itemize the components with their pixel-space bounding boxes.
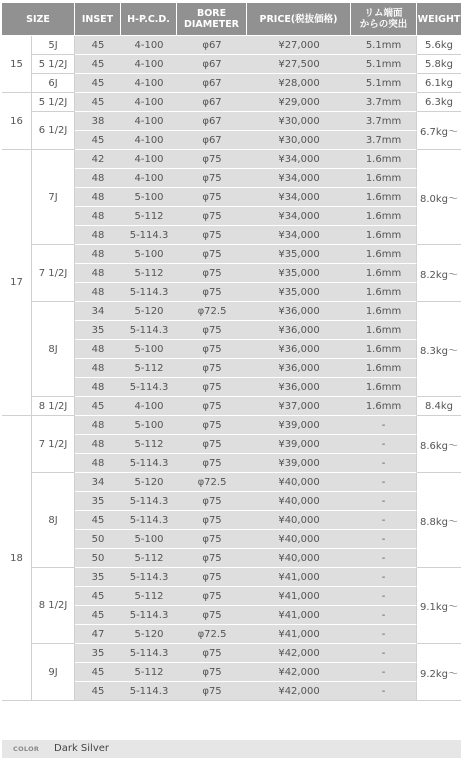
size-diameter-cell: 17	[2, 150, 32, 416]
bore-cell: φ75	[177, 454, 247, 473]
size-width-cell: 5 1/2J	[32, 93, 75, 112]
bore-cell: φ75	[177, 378, 247, 397]
pcd-cell: 5-114.3	[121, 644, 177, 663]
pcd-cell: 5-112	[121, 663, 177, 682]
rim-protrusion-cell: -	[351, 587, 417, 606]
bore-cell: φ75	[177, 549, 247, 568]
price-cell: ¥40,000	[247, 473, 351, 492]
size-width-cell: 8 1/2J	[32, 568, 75, 644]
inset-cell: 48	[75, 226, 121, 245]
price-cell: ¥27,000	[247, 36, 351, 55]
weight-cell: 8.2kg～	[417, 245, 461, 302]
pcd-cell: 5-100	[121, 245, 177, 264]
pcd-cell: 4-100	[121, 169, 177, 188]
pcd-cell: 5-120	[121, 625, 177, 644]
inset-cell: 45	[75, 606, 121, 625]
size-width-cell: 8 1/2J	[32, 397, 75, 416]
bore-cell: φ75	[177, 416, 247, 435]
size-width-cell: 5 1/2J	[32, 55, 75, 74]
size-diameter-cell: 16	[2, 93, 32, 150]
inset-cell: 47	[75, 625, 121, 644]
bore-cell: φ75	[177, 492, 247, 511]
bore-cell: φ72.5	[177, 625, 247, 644]
rim-protrusion-cell: -	[351, 549, 417, 568]
price-cell: ¥40,000	[247, 511, 351, 530]
weight-cell: 6.3kg	[417, 93, 461, 112]
pcd-cell: 4-100	[121, 55, 177, 74]
pcd-cell: 4-100	[121, 36, 177, 55]
price-cell: ¥41,000	[247, 625, 351, 644]
price-cell: ¥40,000	[247, 530, 351, 549]
inset-cell: 45	[75, 682, 121, 701]
bore-cell: φ75	[177, 397, 247, 416]
pcd-cell: 5-114.3	[121, 511, 177, 530]
pcd-cell: 5-100	[121, 188, 177, 207]
pcd-cell: 5-114.3	[121, 321, 177, 340]
inset-cell: 48	[75, 245, 121, 264]
rim-protrusion-cell: -	[351, 492, 417, 511]
bore-cell: φ75	[177, 340, 247, 359]
rim-protrusion-cell: -	[351, 511, 417, 530]
inset-cell: 48	[75, 188, 121, 207]
size-width-cell: 9J	[32, 644, 75, 701]
pcd-cell: 5-100	[121, 530, 177, 549]
bore-cell: φ75	[177, 530, 247, 549]
pcd-cell: 4-100	[121, 150, 177, 169]
rim-protrusion-cell: 1.6mm	[351, 378, 417, 397]
inset-cell: 45	[75, 131, 121, 150]
bore-cell: φ75	[177, 511, 247, 530]
bore-cell: φ67	[177, 112, 247, 131]
weight-cell: 6.7kg～	[417, 112, 461, 150]
rim-protrusion-cell: 1.6mm	[351, 207, 417, 226]
inset-cell: 50	[75, 549, 121, 568]
table-row	[2, 55, 461, 74]
table-row	[2, 36, 461, 55]
price-cell: ¥39,000	[247, 435, 351, 454]
inset-cell: 34	[75, 302, 121, 321]
price-cell: ¥29,000	[247, 93, 351, 112]
rim-protrusion-cell: 1.6mm	[351, 245, 417, 264]
price-cell: ¥35,000	[247, 264, 351, 283]
inset-cell: 48	[75, 378, 121, 397]
pcd-cell: 5-100	[121, 416, 177, 435]
table-row	[2, 245, 461, 264]
size-diameter-cell: 18	[2, 416, 32, 701]
price-cell: ¥36,000	[247, 359, 351, 378]
rim-protrusion-cell: -	[351, 644, 417, 663]
price-cell: ¥34,000	[247, 207, 351, 226]
size-width-cell: 8J	[32, 302, 75, 397]
header-weight: WEIGHT	[417, 3, 461, 36]
size-width-cell: 6 1/2J	[32, 112, 75, 150]
inset-cell: 34	[75, 473, 121, 492]
price-cell: ¥42,000	[247, 682, 351, 701]
price-cell: ¥41,000	[247, 568, 351, 587]
size-width-cell: 7 1/2J	[32, 416, 75, 473]
price-cell: ¥42,000	[247, 663, 351, 682]
price-cell: ¥34,000	[247, 150, 351, 169]
rim-protrusion-cell: 1.6mm	[351, 283, 417, 302]
table-row	[2, 302, 461, 321]
bore-cell: φ67	[177, 36, 247, 55]
size-width-cell: 7 1/2J	[32, 245, 75, 302]
size-width-cell: 7J	[32, 150, 75, 245]
price-cell: ¥36,000	[247, 321, 351, 340]
pcd-cell: 5-112	[121, 587, 177, 606]
rim-protrusion-cell: 3.7mm	[351, 112, 417, 131]
size-diameter-cell: 15	[2, 36, 32, 93]
rim-protrusion-cell: 1.6mm	[351, 397, 417, 416]
wheel-spec-table	[2, 3, 461, 701]
color-label: COLOR	[13, 745, 40, 753]
price-cell: ¥34,000	[247, 226, 351, 245]
inset-cell: 48	[75, 264, 121, 283]
rim-protrusion-cell: 1.6mm	[351, 359, 417, 378]
price-cell: ¥36,000	[247, 302, 351, 321]
bore-cell: φ75	[177, 207, 247, 226]
bore-cell: φ75	[177, 435, 247, 454]
pcd-cell: 4-100	[121, 74, 177, 93]
rim-protrusion-cell: -	[351, 625, 417, 644]
price-cell: ¥35,000	[247, 245, 351, 264]
pcd-cell: 5-112	[121, 549, 177, 568]
bore-cell: φ75	[177, 283, 247, 302]
weight-cell: 8.8kg～	[417, 473, 461, 568]
header-size: SIZE	[2, 3, 75, 36]
bore-cell: φ75	[177, 359, 247, 378]
bore-cell: φ75	[177, 264, 247, 283]
inset-cell: 48	[75, 416, 121, 435]
price-cell: ¥40,000	[247, 492, 351, 511]
table-header-row	[2, 3, 461, 36]
price-cell: ¥35,000	[247, 283, 351, 302]
rim-protrusion-cell: 1.6mm	[351, 150, 417, 169]
bore-cell: φ72.5	[177, 302, 247, 321]
table-body	[2, 36, 461, 701]
table-row	[2, 644, 461, 663]
inset-cell: 38	[75, 112, 121, 131]
bore-cell: φ67	[177, 93, 247, 112]
rim-protrusion-cell: -	[351, 454, 417, 473]
header-rim-protrusion	[351, 3, 417, 36]
bore-cell: φ75	[177, 226, 247, 245]
table-row	[2, 74, 461, 93]
color-value: Dark Silver	[54, 743, 109, 754]
price-cell: ¥34,000	[247, 188, 351, 207]
price-cell: ¥40,000	[247, 549, 351, 568]
weight-cell: 5.8kg	[417, 55, 461, 74]
price-cell: ¥39,000	[247, 416, 351, 435]
rim-protrusion-cell: -	[351, 682, 417, 701]
table-row	[2, 568, 461, 587]
rim-protrusion-cell: 1.6mm	[351, 340, 417, 359]
header-rim-line2: からの突出	[359, 19, 408, 30]
bore-cell: φ75	[177, 568, 247, 587]
bore-cell: φ75	[177, 150, 247, 169]
price-cell: ¥36,000	[247, 378, 351, 397]
rim-protrusion-cell: 1.6mm	[351, 321, 417, 340]
inset-cell: 35	[75, 492, 121, 511]
bore-cell: φ75	[177, 188, 247, 207]
pcd-cell: 5-114.3	[121, 682, 177, 701]
pcd-cell: 5-114.3	[121, 606, 177, 625]
inset-cell: 35	[75, 644, 121, 663]
table-row	[2, 416, 461, 435]
rim-protrusion-cell: -	[351, 435, 417, 454]
pcd-cell: 5-114.3	[121, 568, 177, 587]
pcd-cell: 5-120	[121, 302, 177, 321]
inset-cell: 35	[75, 321, 121, 340]
inset-cell: 45	[75, 397, 121, 416]
price-cell: ¥39,000	[247, 454, 351, 473]
table-row	[2, 397, 461, 416]
header-bore-line2: DIAMETER	[184, 19, 240, 30]
inset-cell: 50	[75, 530, 121, 549]
table-row	[2, 112, 461, 131]
inset-cell: 45	[75, 663, 121, 682]
weight-cell: 9.1kg～	[417, 568, 461, 644]
weight-cell: 8.6kg～	[417, 416, 461, 473]
header-inset: INSET	[75, 3, 121, 36]
price-cell: ¥30,000	[247, 131, 351, 150]
inset-cell: 45	[75, 55, 121, 74]
inset-cell: 35	[75, 568, 121, 587]
pcd-cell: 5-114.3	[121, 226, 177, 245]
inset-cell: 48	[75, 435, 121, 454]
pcd-cell: 4-100	[121, 131, 177, 150]
price-cell: ¥41,000	[247, 606, 351, 625]
table-row	[2, 473, 461, 492]
bore-cell: φ75	[177, 321, 247, 340]
bore-cell: φ75	[177, 587, 247, 606]
price-cell: ¥36,000	[247, 340, 351, 359]
pcd-cell: 5-114.3	[121, 454, 177, 473]
bore-cell: φ67	[177, 55, 247, 74]
pcd-cell: 5-112	[121, 264, 177, 283]
rim-protrusion-cell: 3.7mm	[351, 93, 417, 112]
pcd-cell: 5-112	[121, 435, 177, 454]
price-cell: ¥28,000	[247, 74, 351, 93]
pcd-cell: 5-114.3	[121, 378, 177, 397]
bore-cell: φ75	[177, 644, 247, 663]
bore-cell: φ75	[177, 606, 247, 625]
weight-cell: 8.0kg～	[417, 150, 461, 245]
table-row	[2, 150, 461, 169]
header-bore-line1: BORE	[196, 8, 227, 19]
pcd-cell: 4-100	[121, 93, 177, 112]
bore-cell: φ75	[177, 682, 247, 701]
color-bar	[2, 740, 461, 758]
weight-cell: 8.4kg	[417, 397, 461, 416]
header-pcd: H-P.C.D.	[121, 3, 177, 36]
header-price: PRICE(税抜価格)	[247, 3, 351, 36]
rim-protrusion-cell: 1.6mm	[351, 264, 417, 283]
inset-cell: 48	[75, 169, 121, 188]
pcd-cell: 5-114.3	[121, 283, 177, 302]
rim-protrusion-cell: 3.7mm	[351, 131, 417, 150]
inset-cell: 45	[75, 511, 121, 530]
inset-cell: 42	[75, 150, 121, 169]
header-rim-line1: リム端面	[364, 8, 403, 19]
rim-protrusion-cell: -	[351, 568, 417, 587]
pcd-cell: 5-120	[121, 473, 177, 492]
inset-cell: 48	[75, 207, 121, 226]
price-cell: ¥34,000	[247, 169, 351, 188]
bore-cell: φ75	[177, 663, 247, 682]
table-row	[2, 93, 461, 112]
bore-cell: φ75	[177, 169, 247, 188]
rim-protrusion-cell: 1.6mm	[351, 226, 417, 245]
inset-cell: 48	[75, 454, 121, 473]
price-cell: ¥27,500	[247, 55, 351, 74]
rim-protrusion-cell: -	[351, 606, 417, 625]
inset-cell: 48	[75, 340, 121, 359]
rim-protrusion-cell: -	[351, 416, 417, 435]
price-cell: ¥30,000	[247, 112, 351, 131]
inset-cell: 45	[75, 74, 121, 93]
price-cell: ¥41,000	[247, 587, 351, 606]
header-bore-diameter	[177, 3, 247, 36]
pcd-cell: 5-114.3	[121, 492, 177, 511]
inset-cell: 48	[75, 359, 121, 378]
rim-protrusion-cell: 5.1mm	[351, 55, 417, 74]
bore-cell: φ67	[177, 131, 247, 150]
pcd-cell: 4-100	[121, 397, 177, 416]
pcd-cell: 5-112	[121, 359, 177, 378]
rim-protrusion-cell: 1.6mm	[351, 302, 417, 321]
size-width-cell: 5J	[32, 36, 75, 55]
rim-protrusion-cell: 5.1mm	[351, 74, 417, 93]
weight-cell: 6.1kg	[417, 74, 461, 93]
weight-cell: 8.3kg～	[417, 302, 461, 397]
bore-cell: φ75	[177, 245, 247, 264]
bore-cell: φ67	[177, 74, 247, 93]
inset-cell: 45	[75, 93, 121, 112]
rim-protrusion-cell: -	[351, 473, 417, 492]
inset-cell: 45	[75, 36, 121, 55]
inset-cell: 48	[75, 283, 121, 302]
inset-cell: 45	[75, 587, 121, 606]
pcd-cell: 4-100	[121, 112, 177, 131]
pcd-cell: 5-112	[121, 207, 177, 226]
rim-protrusion-cell: 5.1mm	[351, 36, 417, 55]
bore-cell: φ72.5	[177, 473, 247, 492]
weight-cell: 5.6kg	[417, 36, 461, 55]
rim-protrusion-cell: 1.6mm	[351, 188, 417, 207]
rim-protrusion-cell: -	[351, 530, 417, 549]
rim-protrusion-cell: -	[351, 663, 417, 682]
price-cell: ¥37,000	[247, 397, 351, 416]
rim-protrusion-cell: 1.6mm	[351, 169, 417, 188]
size-width-cell: 8J	[32, 473, 75, 568]
pcd-cell: 5-100	[121, 340, 177, 359]
size-width-cell: 6J	[32, 74, 75, 93]
price-cell: ¥42,000	[247, 644, 351, 663]
weight-cell: 9.2kg～	[417, 644, 461, 701]
